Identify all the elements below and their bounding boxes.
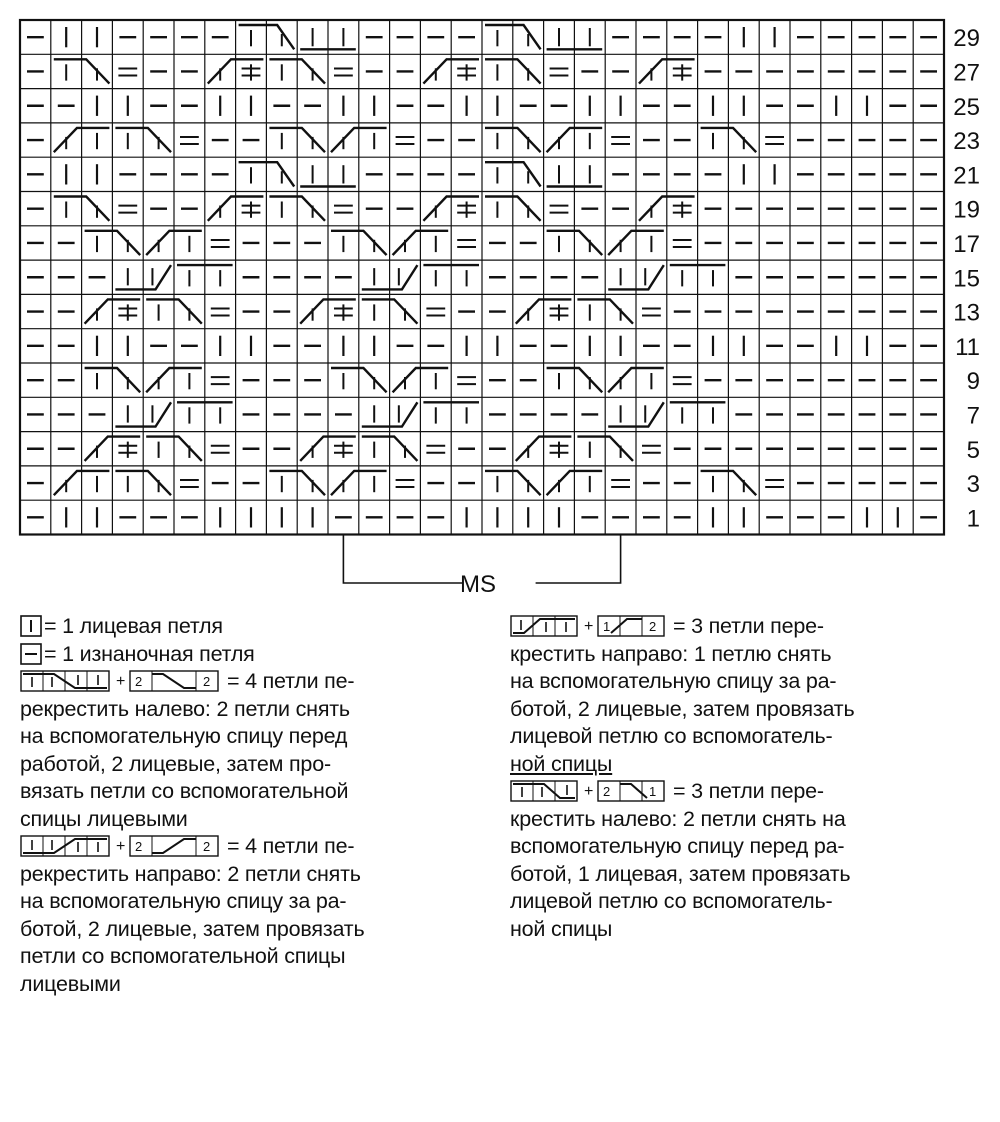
legend-line: = 4 петли пе- (226, 669, 355, 693)
knit-symbol-icon (20, 615, 42, 637)
legend-line: рекрестить направо: 2 петли снять (20, 861, 361, 886)
row-number: 9 (966, 368, 980, 396)
symbol-number: 2 (203, 839, 211, 854)
legend-cable-4-right (20, 833, 482, 998)
plus-sign: + (584, 618, 594, 635)
legend-line: на вспомогательную спицу за ра- (510, 669, 837, 693)
symbol-number: 1 (649, 784, 657, 799)
legend-knit (20, 613, 482, 641)
row-number: 27 (953, 59, 980, 87)
legend-purl-text: = 1 изнаночная петля (44, 641, 255, 666)
legend-line: лицевой петлю со вспомогатель- (510, 889, 833, 913)
symbol-number: 2 (649, 619, 657, 634)
row-number: 29 (953, 25, 980, 53)
cable-3-left-symbol-icon (510, 780, 578, 802)
plus-sign: + (116, 838, 126, 855)
legend-line: спицы лицевыми (20, 806, 188, 831)
legend-line: рекрестить налево: 2 петли снять (20, 696, 350, 721)
legend-line: крестить направо: 1 петлю снять (510, 641, 832, 666)
legend-cable-3-left (510, 778, 970, 943)
symbol-number: 2 (135, 839, 143, 854)
symbol-number: 1 (603, 619, 611, 634)
legend-line: вязать петли со вспомогательной (20, 779, 349, 803)
legend-line: вспомогательную спицу перед ра- (510, 834, 845, 858)
legend-line: ботой, 1 лицевая, затем провязать (510, 861, 851, 886)
cable-3-left-numbered-icon (597, 780, 665, 802)
legend-line: = 3 петли пере- (672, 614, 824, 638)
row-number: 5 (966, 436, 980, 464)
row-number: 7 (966, 402, 980, 430)
purl-symbol-icon (20, 643, 42, 665)
row-number: 25 (953, 93, 980, 121)
legend-line: лицевыми (20, 971, 121, 996)
repeat-bracket-left (343, 535, 463, 584)
cable-4-left-numbered-icon (129, 670, 219, 692)
legend-line: на вспомогательную спицу за ра- (20, 889, 347, 913)
legend-line: на вспомогательную спицу перед (20, 724, 348, 748)
cable-4-left-symbol-icon (20, 670, 110, 692)
plus-sign: + (116, 673, 126, 690)
cable-3-right-numbered-icon (597, 615, 665, 637)
repeat-label: MS (460, 571, 496, 598)
legend-purl (20, 641, 482, 669)
row-number: 23 (953, 128, 980, 156)
legend-line: = 3 петли пере- (672, 779, 824, 803)
row-number: 17 (953, 230, 980, 258)
legend-line: петли со вспомогательной спицы (20, 944, 346, 968)
legend-knit-text: = 1 лицевая петля (44, 614, 223, 638)
symbol-number: 2 (135, 674, 143, 689)
legend-line: работой, 2 лицевые, затем про- (20, 751, 331, 776)
symbol-number: 2 (603, 784, 611, 799)
legend-line: ботой, 2 лицевые, затем провязать (20, 916, 365, 941)
legend-cable-4-left (20, 668, 482, 833)
legend-line: ботой, 2 лицевые, затем провязать (510, 696, 855, 721)
cable-4-right-symbol-icon (20, 835, 110, 857)
cable-3-right-symbol-icon (510, 615, 578, 637)
repeat-bracket-right (536, 535, 621, 584)
row-number: 19 (953, 196, 980, 224)
row-number: 21 (953, 162, 980, 190)
legend-left (20, 613, 482, 998)
legend-line: крестить налево: 2 петли снять на (510, 806, 846, 831)
legend-cable-3-right (510, 613, 970, 778)
legend-line: ной спицы (510, 751, 613, 776)
row-number: 1 (966, 505, 980, 533)
symbol-number: 2 (203, 674, 211, 689)
row-number: 3 (966, 471, 980, 499)
cable-4-right-numbered-icon (129, 835, 219, 857)
row-number: 15 (953, 265, 980, 293)
plus-sign: + (584, 783, 594, 800)
legend-line: ной спицы (510, 916, 613, 941)
row-number: 13 (953, 299, 980, 327)
legend-line: = 4 петли пе- (226, 834, 355, 858)
row-number: 11 (955, 333, 980, 361)
legend-right (510, 613, 970, 943)
legend-line: лицевой петлю со вспомогатель- (510, 724, 833, 748)
